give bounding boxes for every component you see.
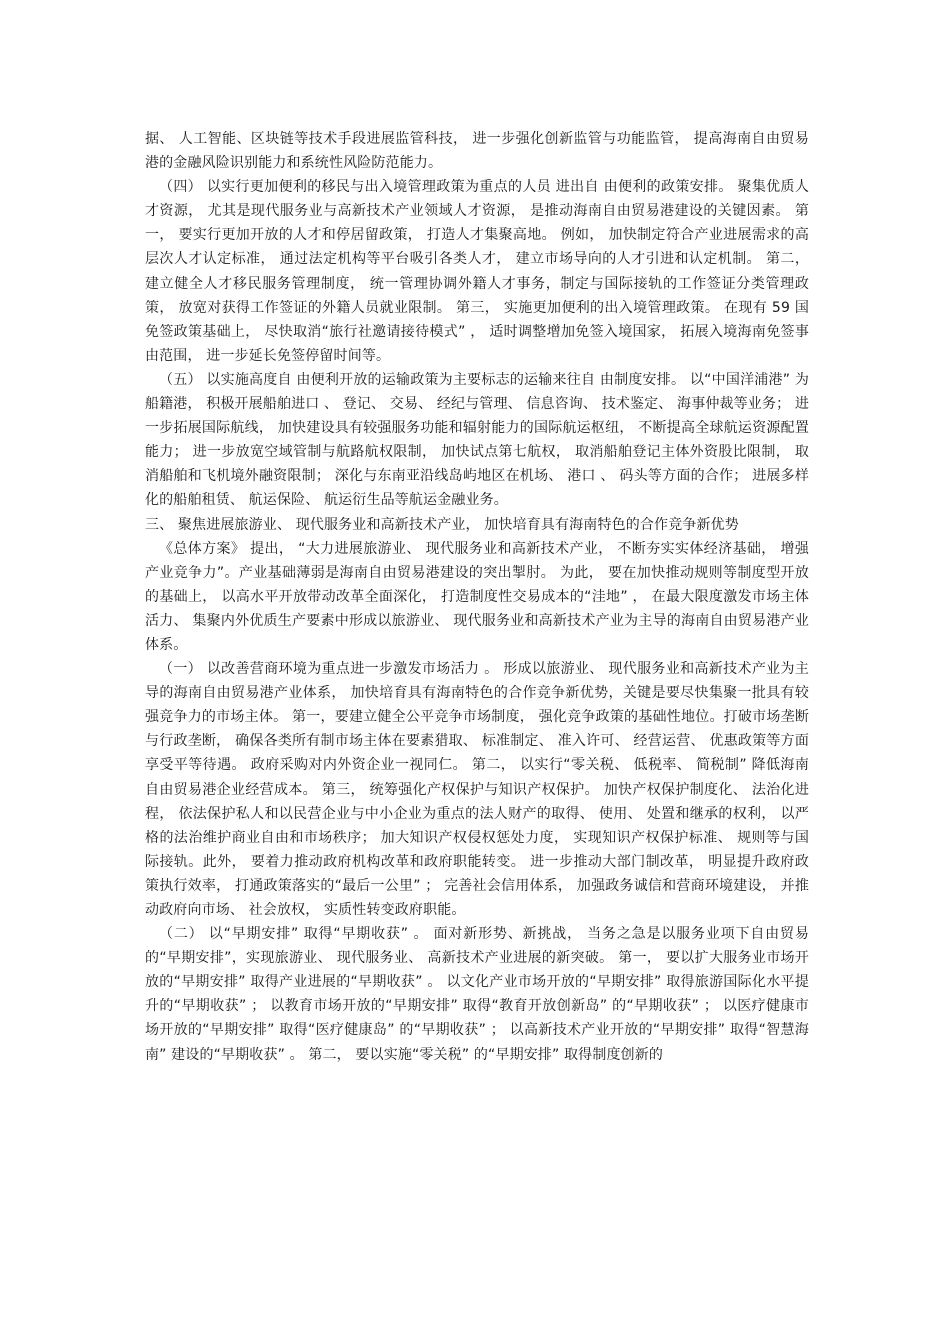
paragraph-subsection-1-business-environment: （一） 以改善营商环境为重点进一步激发市场活力 。 形成以旅游业、 现代服务业和高新技术产业为主导的海南自由贸易港产业体系， 加快培育具有海南特色的合作竞争新优势，关键是要尽快集聚一批具有较强竞争力的市场主体。 第一，要建立健全公平竞争市场制度， 强化竞争政策的基础性地位。打破市场垄断与行政垄断， 确保各类所有制市场主体在要素猎取、 标准制定、 准入许可、 经营运营、 优惠政策等方面享受平等待遇。 政府采购对内外资企业一视同仁。 第二， 以实行“零关税、 低税率、 简税制” 降低海南自由贸易港企业经营成本。 第三， 统筹强化产权保护与知识产权保护。 加快产权保护制度化、 法治化进程， 依法保护私人和以民营企业与中小企业为重点的法人财产的取得、 使用、 处置和继承的权利， 以严格的法治维护商业自由和市场秩序； 加大知识产权侵权惩处力度， 实现知识产权保护标准、 规则等与国际接轨。此外， 要着力推动政府机构改革和政府职能转变。 进一步推动大部门制改革， 明显提升政府政策执行效率， 打通政策落实的“最后一公里” ； 完善社会信用体系， 加强政务诚信和营商环境建设， 并推动政府向市场、 社会放权， 实质性转变政府职能。 — [145, 661, 809, 918]
paragraph-overall-plan: 《总体方案》 提出， “大力进展旅游业、 现代服务业和高新技术产业， 不断夯实实体经济基础， 增强产业竞争力”。产业基础薄弱是海南自由贸易港建设的突出掣肘。 为此， 要在加快推动规则等制度型开放的基础上， 以高水平开放带动改革全面深化， 打造制度性交易成本的“洼地” ， 在最大限度激发市场主体活力、 集聚内外优质生产要素中形成以旅游业、 现代服务业和高新技术产业为主导的海南自由贸易港产业体系。 — [145, 540, 809, 653]
section-heading-3: 三、 聚焦进展旅游业、 现代服务业和高新技术产业， 加快培育具有海南特色的合作竞争新优势 — [145, 516, 739, 533]
document-body — [145, 127, 809, 1067]
paragraph-subsection-2-early-harvest: （二） 以“早期安排” 取得“早期收获” 。 面对新形势、新挑战， 当务之急是以服务业项下自由贸易的“早期安排”，实现旅游业、 现代服务业、 高新技术产业进展的新突破。 第一， 要以扩大服务业市场开放的“早期安排” 取得产业进展的“早期收获” 。 以文化产业市场开放的“早期安排” 取得旅游国际化水平提升的“早期收获” ； 以教育市场开放的“早期安排” 取得“教育开放创新岛” 的“早期收获” ； 以医疗健康市场开放的“早期安排” 取得“医疗健康岛” 的“早期收获” ； 以高新技术产业开放的“早期安排” 取得“智慧海南” 建设的“早期收获” 。 第二， 要以实施“零关税” 的“早期安排” 取得制度创新的 — [145, 926, 809, 1063]
paragraph-section-5-transport: （五） 以实施高度自 由便利开放的运输政策为主要标志的运输来往自 由制度安排。 以“中国洋浦港” 为船籍港， 积极开展船舶进口 、 登记、 交易、 经纪与管理、 信息咨询、 技术鉴定、 海事仲裁等业务； 进一步拓展国际航线， 加快建设具有较强服务功能和辐射能力的国际航运枢纽， 不断提高全球航运资源配置能力； 进一步放宽空域管制与航路航权限制， 加快试点第七航权， 取消船舶登记主体外资股比限制， 取消船舶和飞机境外融资限制； 深化与东南亚沿线岛屿地区在机场、 港口 、 码头等方面的合作； 进展多样化的船舶租赁、 航运保险、 航运衍生品等航运金融业务。 — [145, 371, 809, 509]
paragraph-section-4-personnel: （四） 以实行更加便利的移民与出入境管理政策为重点的人员 进出自 由便利的政策安排。 聚集优质人才资源， 尤其是现代服务业与高新技术产业领域人才资源， 是推动海南自由贸易港建设的关键因素。 第一， 要实行更加开放的人才和停居留政策， 打造人才集聚高地。 例如， 加快制定符合产业进展需求的高层次人才认定标准， 通过法定机构等平台吸引各类人才， 建立市场导向的人才引进和认定机制。 第二， 建立健全人才移民服务管理制度， 统一管理协调外籍人才事务，制定与国际接轨的工作签证分类管理政策， 放宽对获得工作签证的外籍人员就业限制。 第三， 实施更加便利的出入境管理政策。 在现有 59 国免签政策基础上， 尽快取消“旅行社邀请接待模式” ， 适时调整增加免签入境国家， 拓展入境海南免签事由范围， 进一步延长免签停留时间等。 — [145, 179, 809, 364]
paragraph-financial-risk: 据、 人工智能、区块链等技术手段进展监管科技， 进一步强化创新监管与功能监管， 提高海南自由贸易港的金融风险识别能力和系统性风险防范能力。 — [145, 131, 809, 172]
